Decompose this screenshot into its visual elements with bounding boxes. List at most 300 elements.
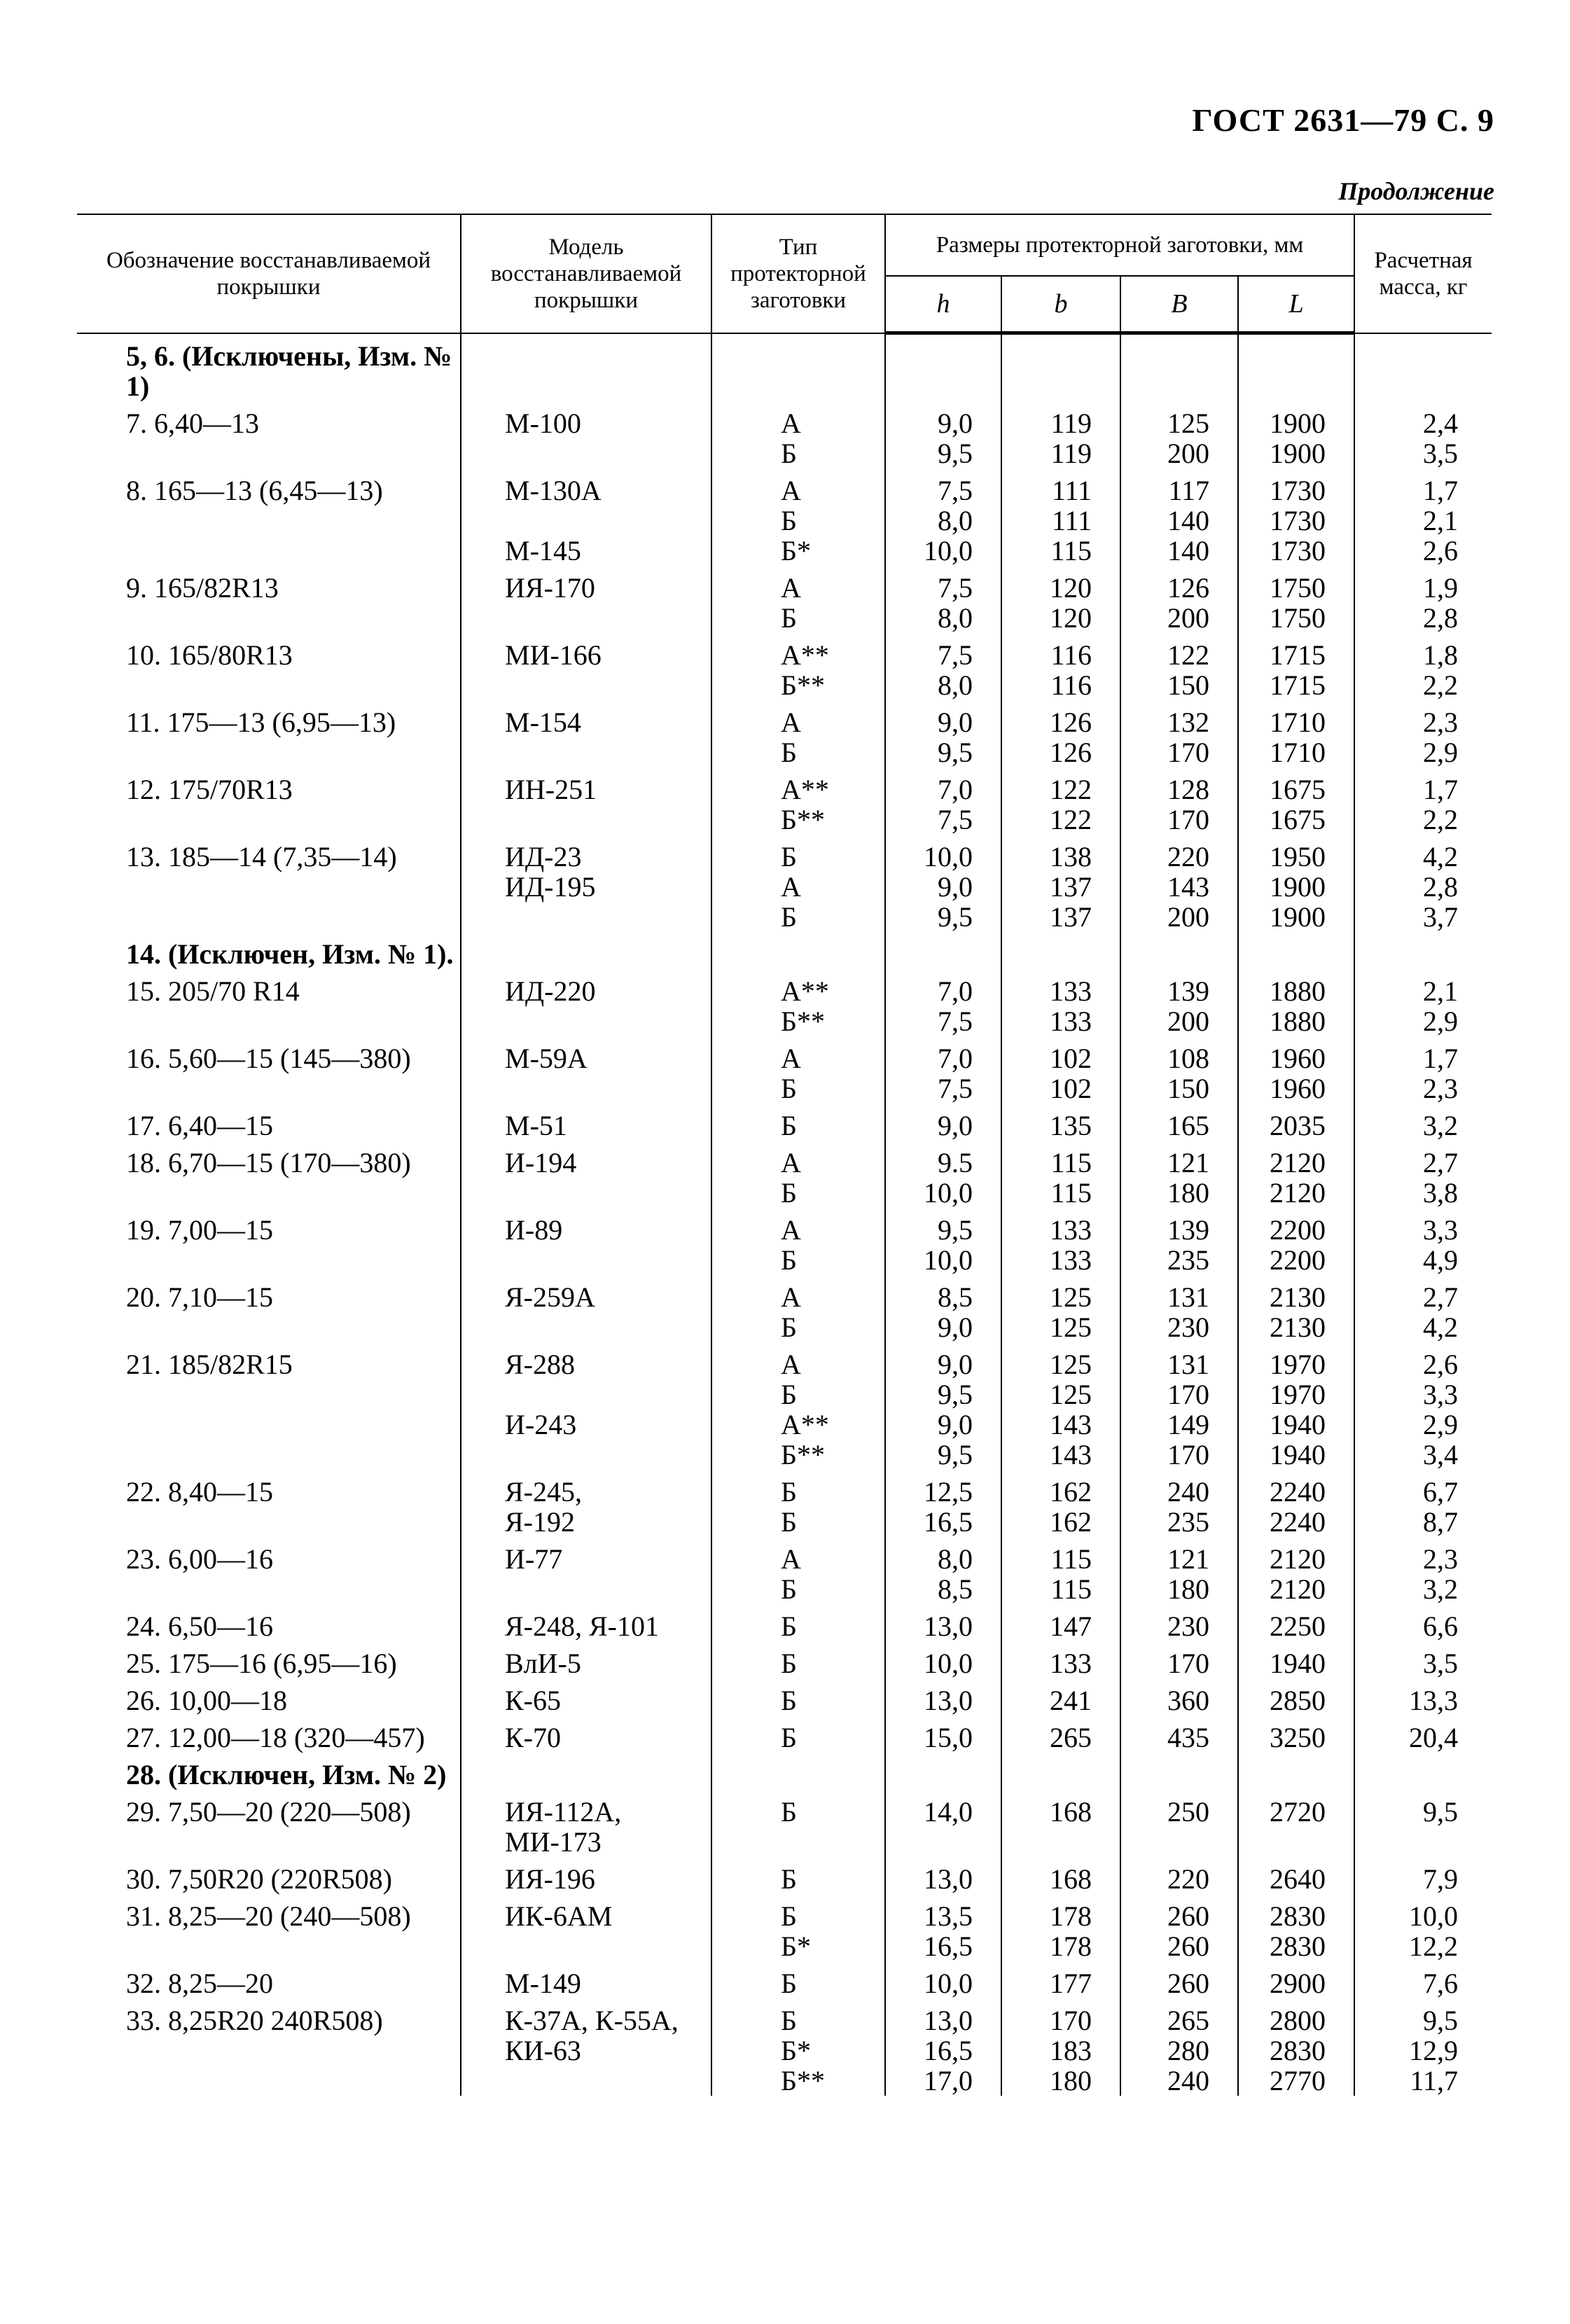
- B-cell: [1120, 700, 1238, 767]
- cell-value: 14,0: [924, 1795, 973, 1828]
- cell-value: А: [781, 407, 801, 439]
- cell-value: 131: [1167, 1348, 1209, 1380]
- cell-value: Б: [781, 1244, 797, 1276]
- mass-cell: [1354, 1998, 1492, 2096]
- cell-value: И-77: [505, 1543, 563, 1575]
- cell-value: 149: [1167, 1408, 1209, 1440]
- mass-cell: [1354, 1716, 1492, 1753]
- cell-value: А**: [781, 975, 829, 1007]
- cell-value: 15,0: [924, 1721, 973, 1753]
- cell-value: М-100: [505, 407, 581, 439]
- cell-value: 12,9: [1409, 2034, 1459, 2066]
- cell-value: 135: [1050, 1109, 1092, 1141]
- type-cell: [711, 333, 885, 401]
- model-cell: [461, 1716, 711, 1753]
- page-header: ГОСТ 2631—79 С. 9: [1192, 102, 1494, 138]
- cell-value: 183: [1050, 2034, 1092, 2066]
- header-dimensions: Размеры протекторной заготовки, мм: [885, 214, 1354, 276]
- model-cell: [461, 1104, 711, 1141]
- cell-value: 3,2: [1423, 1573, 1459, 1605]
- mass-cell: [1354, 1894, 1492, 1961]
- cell-value: 143: [1050, 1438, 1092, 1470]
- b-cell: [1001, 1537, 1120, 1604]
- type-cell: [711, 1961, 885, 1998]
- model-cell: [461, 835, 711, 932]
- cell-value: 11,7: [1410, 2064, 1459, 2096]
- cell-value: 2770: [1270, 2064, 1326, 2096]
- B-cell: [1120, 1998, 1238, 2096]
- cell-value: 12,2: [1409, 1930, 1459, 1962]
- L-cell: [1238, 700, 1354, 767]
- cell-value: 240: [1167, 1475, 1209, 1508]
- type-cell: [711, 1208, 885, 1275]
- cell-value: 115: [1050, 534, 1092, 566]
- h-cell: [885, 1342, 1001, 1470]
- cell-value: 1950: [1270, 840, 1326, 872]
- cell-value: 9,5: [938, 1213, 973, 1246]
- cell-value: 1715: [1270, 639, 1326, 671]
- cell-value: А**: [781, 639, 829, 671]
- cell-value: 2130: [1270, 1311, 1326, 1343]
- cell-value: 108: [1167, 1042, 1209, 1074]
- cell-value: 9,0: [938, 870, 973, 903]
- cell-value: 170: [1167, 1378, 1209, 1410]
- cell-value: Б: [781, 1863, 797, 1895]
- mass-cell: [1354, 1470, 1492, 1537]
- cell-value: 435: [1167, 1721, 1209, 1753]
- L-cell: [1238, 1036, 1354, 1104]
- table-row: [77, 1104, 1492, 1141]
- L-cell: [1238, 1342, 1354, 1470]
- table-row: [77, 1753, 1492, 1790]
- mass-cell: [1354, 1641, 1492, 1678]
- cell-value: 1750: [1270, 571, 1326, 604]
- cell-value: 126: [1050, 736, 1092, 768]
- h-cell: [885, 1036, 1001, 1104]
- designation-cell: 8. 165—13 (6,45—13): [126, 474, 383, 506]
- cell-value: 119: [1050, 437, 1092, 469]
- table-row: [77, 767, 1492, 835]
- L-cell: [1238, 1275, 1354, 1342]
- model-cell: [461, 333, 711, 401]
- cell-value: Б**: [781, 1005, 825, 1037]
- cell-value: 2,3: [1423, 1072, 1459, 1104]
- cell-value: 1675: [1270, 773, 1326, 805]
- model-cell: [461, 1894, 711, 1961]
- cell-value: 2,8: [1423, 870, 1459, 903]
- L-cell: [1238, 1604, 1354, 1641]
- cell-value: ИД-23: [505, 840, 582, 872]
- cell-value: 3,3: [1423, 1213, 1459, 1246]
- B-cell: [1120, 932, 1238, 969]
- cell-value: 240: [1167, 2064, 1209, 2096]
- cell-value: ИН-251: [505, 773, 597, 805]
- cell-value: 10,0: [924, 840, 973, 872]
- cell-value: 3250: [1270, 1721, 1326, 1753]
- cell-value: 8,0: [938, 601, 973, 634]
- designation-cell: 17. 6,40—15: [126, 1109, 273, 1141]
- cell-value: 126: [1167, 571, 1209, 604]
- cell-value: 3,3: [1423, 1378, 1459, 1410]
- cell-value: 150: [1167, 1072, 1209, 1104]
- table-row: [77, 333, 1492, 401]
- cell-value: 2,6: [1423, 534, 1459, 566]
- L-cell: [1238, 1470, 1354, 1537]
- mass-cell: [1354, 468, 1492, 566]
- cell-value: 131: [1167, 1281, 1209, 1313]
- type-cell: [711, 1641, 885, 1678]
- h-cell: [885, 700, 1001, 767]
- cell-value: А: [781, 474, 801, 506]
- cell-value: Б**: [781, 2064, 825, 2096]
- cell-value: М-149: [505, 1967, 581, 1999]
- L-cell: [1238, 969, 1354, 1036]
- h-cell: [885, 468, 1001, 566]
- cell-value: Б: [781, 2004, 797, 2036]
- cell-value: 170: [1050, 2004, 1092, 2036]
- cell-value: [505, 506, 711, 536]
- cell-value: 1940: [1270, 1408, 1326, 1440]
- designation-cell: 25. 175—16 (6,95—16): [126, 1647, 397, 1679]
- cell-value: 200: [1167, 437, 1209, 469]
- h-cell: [885, 835, 1001, 932]
- table-body: [77, 333, 1492, 2096]
- table-row: [77, 1470, 1492, 1537]
- cell-value: 4,9: [1423, 1244, 1459, 1276]
- cell-value: 126: [1050, 706, 1092, 738]
- cell-value: 7,9: [1423, 1863, 1459, 1895]
- model-cell: [461, 1470, 711, 1537]
- h-cell: [885, 1961, 1001, 1998]
- model-cell: [461, 1036, 711, 1104]
- model-cell: [461, 633, 711, 700]
- cell-value: 10,0: [924, 1647, 973, 1679]
- mass-cell: [1354, 633, 1492, 700]
- cell-value: Б: [781, 900, 797, 933]
- cell-value: 241: [1050, 1684, 1092, 1716]
- cell-value: 9,5: [938, 437, 973, 469]
- cell-value: 7,5: [938, 639, 973, 671]
- type-cell: [711, 1141, 885, 1208]
- type-cell: [711, 1275, 885, 1342]
- model-cell: [461, 1141, 711, 1208]
- cell-value: 115: [1050, 1543, 1092, 1575]
- h-cell: [885, 1857, 1001, 1894]
- cell-value: 2,3: [1423, 706, 1459, 738]
- b-cell: [1001, 401, 1120, 468]
- cell-value: 1960: [1270, 1042, 1326, 1074]
- b-cell: [1001, 1104, 1120, 1141]
- h-cell: [885, 1604, 1001, 1641]
- mass-cell: [1354, 1604, 1492, 1641]
- b-cell: [1001, 1857, 1120, 1894]
- B-cell: [1120, 1894, 1238, 1961]
- cell-value: 1,7: [1423, 773, 1459, 805]
- table-row: [77, 1790, 1492, 1857]
- cell-value: 1880: [1270, 975, 1326, 1007]
- cell-value: 1750: [1270, 601, 1326, 634]
- cell-value: ИЯ-112А,: [505, 1795, 622, 1828]
- tread-blank-table: [77, 214, 1492, 2096]
- h-cell: [885, 1104, 1001, 1141]
- cell-value: 220: [1167, 1863, 1209, 1895]
- cell-value: 1970: [1270, 1378, 1326, 1410]
- cell-value: 180: [1167, 1176, 1209, 1209]
- designation-cell: 32. 8,25—20: [126, 1967, 273, 1999]
- b-cell: [1001, 969, 1120, 1036]
- cell-value: 7,0: [938, 773, 973, 805]
- cell-value: 133: [1050, 1213, 1092, 1246]
- header-mass: Расчетная масса, кг: [1354, 214, 1492, 333]
- L-cell: [1238, 333, 1354, 401]
- cell-value: 7,5: [938, 1005, 973, 1037]
- continuation-label: Продолжение: [1338, 177, 1494, 205]
- header-h: h: [885, 276, 1001, 333]
- mass-cell: [1354, 1036, 1492, 1104]
- cell-value: 10,0: [924, 1967, 973, 1999]
- cell-value: Б*: [781, 2034, 811, 2066]
- cell-value: 162: [1050, 1505, 1092, 1538]
- h-cell: [885, 1537, 1001, 1604]
- b-cell: [1001, 333, 1120, 401]
- table-row: [77, 1961, 1492, 1998]
- cell-value: 125: [1050, 1281, 1092, 1313]
- cell-value: 8,0: [938, 1543, 973, 1575]
- cell-value: 13,5: [924, 1900, 973, 1932]
- designation-cell: 29. 7,50—20 (220—508): [126, 1795, 411, 1828]
- cell-value: 2640: [1270, 1863, 1326, 1895]
- type-cell: [711, 1753, 885, 1790]
- cell-value: 9,0: [938, 1348, 973, 1380]
- h-cell: [885, 1790, 1001, 1857]
- cell-value: 7,5: [938, 1072, 973, 1104]
- type-cell: [711, 1537, 885, 1604]
- b-cell: [1001, 1961, 1120, 1998]
- cell-value: 8,5: [938, 1281, 973, 1313]
- B-cell: [1120, 1036, 1238, 1104]
- cell-value: 102: [1050, 1072, 1092, 1104]
- cell-value: 2,7: [1423, 1281, 1459, 1313]
- h-cell: [885, 401, 1001, 468]
- cell-value: 9,5: [1423, 1795, 1459, 1828]
- cell-value: 147: [1050, 1610, 1092, 1642]
- type-cell: [711, 1998, 885, 2096]
- cell-value: 2035: [1270, 1109, 1326, 1141]
- b-cell: [1001, 700, 1120, 767]
- mass-cell: [1354, 1537, 1492, 1604]
- cell-value: А: [781, 1213, 801, 1246]
- cell-value: 260: [1167, 1900, 1209, 1932]
- B-cell: [1120, 566, 1238, 633]
- b-cell: [1001, 1753, 1120, 1790]
- cell-value: 119: [1050, 407, 1092, 439]
- cell-value: 1970: [1270, 1348, 1326, 1380]
- cell-value: 1730: [1270, 534, 1326, 566]
- h-cell: [885, 969, 1001, 1036]
- cell-value: 3,4: [1423, 1438, 1459, 1470]
- cell-value: 2120: [1270, 1146, 1326, 1178]
- L-cell: [1238, 401, 1354, 468]
- h-cell: [885, 932, 1001, 969]
- cell-value: А: [781, 706, 801, 738]
- header-l: L: [1238, 276, 1354, 333]
- cell-value: А: [781, 1543, 801, 1575]
- b-cell: [1001, 1275, 1120, 1342]
- b-cell: [1001, 1678, 1120, 1716]
- cell-value: 200: [1167, 601, 1209, 634]
- b-cell: [1001, 1208, 1120, 1275]
- cell-value: Б: [781, 1610, 797, 1642]
- B-cell: [1120, 1716, 1238, 1753]
- designation-cell: 23. 6,00—16: [126, 1543, 273, 1575]
- cell-value: 168: [1050, 1795, 1092, 1828]
- designation-cell: 9. 165/82R13: [126, 571, 279, 604]
- designation-cell: 13. 185—14 (7,35—14): [126, 840, 397, 872]
- h-cell: [885, 333, 1001, 401]
- b-cell: [1001, 1790, 1120, 1857]
- h-cell: [885, 1894, 1001, 1961]
- mass-cell: [1354, 1275, 1492, 1342]
- model-cell: [461, 932, 711, 969]
- cell-value: 1710: [1270, 706, 1326, 738]
- cell-value: 7,0: [938, 1042, 973, 1074]
- cell-value: Б: [781, 1795, 797, 1828]
- cell-value: 200: [1167, 1005, 1209, 1037]
- cell-value: 2200: [1270, 1213, 1326, 1246]
- cell-value: 16,5: [924, 1930, 973, 1962]
- model-cell: [461, 1998, 711, 2096]
- designation-cell: 12. 175/70R13: [126, 773, 293, 805]
- cell-value: 250: [1167, 1795, 1209, 1828]
- cell-value: 8,0: [938, 669, 973, 701]
- cell-value: 133: [1050, 1005, 1092, 1037]
- B-cell: [1120, 1537, 1238, 1604]
- B-cell: [1120, 1275, 1238, 1342]
- model-cell: [461, 1275, 711, 1342]
- model-cell: [461, 1604, 711, 1641]
- cell-value: 137: [1050, 870, 1092, 903]
- cell-value: 111: [1051, 504, 1092, 536]
- cell-value: Б: [781, 1311, 797, 1343]
- cell-value: А**: [781, 1408, 829, 1440]
- L-cell: [1238, 1961, 1354, 1998]
- h-cell: [885, 767, 1001, 835]
- cell-value: 139: [1167, 1213, 1209, 1246]
- model-cell: [461, 1208, 711, 1275]
- cell-value: 170: [1167, 1647, 1209, 1679]
- cell-value: Я-248, Я-101: [505, 1610, 659, 1642]
- cell-value: 2,9: [1423, 1408, 1459, 1440]
- L-cell: [1238, 932, 1354, 969]
- B-cell: [1120, 333, 1238, 401]
- table-row: [77, 633, 1492, 700]
- cell-value: 7,5: [938, 803, 973, 835]
- cell-value: 170: [1167, 736, 1209, 768]
- cell-value: 1900: [1270, 870, 1326, 903]
- cell-value: Б: [781, 1967, 797, 1999]
- header-b-small: b: [1001, 276, 1120, 333]
- cell-value: 1730: [1270, 504, 1326, 536]
- cell-value: Я-245,: [505, 1475, 582, 1508]
- cell-value: 1,8: [1423, 639, 1459, 671]
- cell-value: 17,0: [924, 2064, 973, 2096]
- cell-value: 13,0: [924, 2004, 973, 2036]
- cell-value: 9,5: [1423, 2004, 1459, 2036]
- cell-value: А: [781, 1348, 801, 1380]
- b-cell: [1001, 566, 1120, 633]
- designation-cell: 33. 8,25R20 240R508): [126, 2004, 383, 2036]
- designation-cell: 22. 8,40—15: [126, 1475, 273, 1508]
- cell-value: 1900: [1270, 437, 1326, 469]
- model-cell: [461, 1753, 711, 1790]
- cell-value: 1900: [1270, 407, 1326, 439]
- cell-value: Я-259А: [505, 1281, 595, 1313]
- cell-value: 111: [1051, 474, 1092, 506]
- cell-value: 9.5: [938, 1146, 973, 1178]
- cell-value: 265: [1167, 2004, 1209, 2036]
- cell-value: 2,9: [1423, 1005, 1459, 1037]
- cell-value: 2240: [1270, 1475, 1326, 1508]
- table-row: [77, 835, 1492, 932]
- B-cell: [1120, 1104, 1238, 1141]
- cell-value: 8,7: [1423, 1505, 1459, 1538]
- cell-value: 178: [1050, 1900, 1092, 1932]
- cell-value: ИК-6АМ: [505, 1900, 613, 1932]
- cell-value: 2850: [1270, 1684, 1326, 1716]
- cell-value: 9,0: [938, 706, 973, 738]
- designation-cell: 26. 10,00—18: [126, 1684, 287, 1716]
- type-cell: [711, 401, 885, 468]
- cell-value: Б: [781, 736, 797, 768]
- type-cell: [711, 633, 885, 700]
- h-cell: [885, 566, 1001, 633]
- cell-value: Б: [781, 1573, 797, 1605]
- cell-value: 133: [1050, 975, 1092, 1007]
- cell-value: 9,0: [938, 407, 973, 439]
- table-row: [77, 1342, 1492, 1470]
- cell-value: 10,0: [924, 1244, 973, 1276]
- cell-value: 2,7: [1423, 1146, 1459, 1178]
- h-cell: [885, 1275, 1001, 1342]
- table-row: [77, 1857, 1492, 1894]
- B-cell: [1120, 1961, 1238, 1998]
- cell-value: Б**: [781, 1438, 825, 1470]
- L-cell: [1238, 767, 1354, 835]
- cell-value: 115: [1050, 1176, 1092, 1209]
- cell-value: 16,5: [924, 2034, 973, 2066]
- mass-cell: [1354, 1141, 1492, 1208]
- cell-value: 140: [1167, 504, 1209, 536]
- cell-value: 102: [1050, 1042, 1092, 1074]
- table-row: [77, 1678, 1492, 1716]
- model-cell: [461, 468, 711, 566]
- cell-value: 2830: [1270, 1900, 1326, 1932]
- cell-value: 121: [1167, 1543, 1209, 1575]
- cell-value: 2,9: [1423, 736, 1459, 768]
- B-cell: [1120, 1641, 1238, 1678]
- cell-value: 3,5: [1423, 437, 1459, 469]
- cell-value: 6,6: [1423, 1610, 1459, 1642]
- designation-cell: 20. 7,10—15: [126, 1281, 273, 1313]
- type-cell: [711, 1036, 885, 1104]
- header-model: Модель восстанавливаемой покрышки: [461, 214, 711, 333]
- cell-value: 4,2: [1423, 840, 1459, 872]
- cell-value: 170: [1167, 1438, 1209, 1470]
- cell-value: 7,5: [938, 571, 973, 604]
- table-row: [77, 969, 1492, 1036]
- h-cell: [885, 1208, 1001, 1275]
- cell-value: МИ-173: [505, 1825, 602, 1858]
